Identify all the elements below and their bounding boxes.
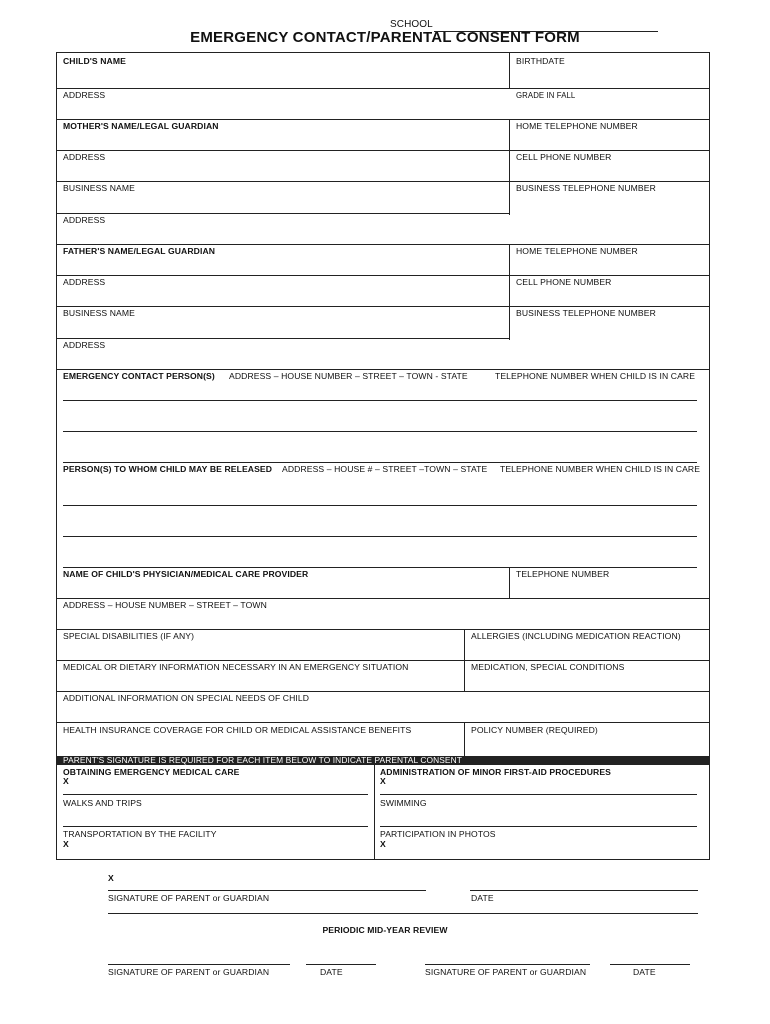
swimming-signature[interactable] [380, 810, 690, 824]
release-person-line [63, 536, 697, 537]
signature-line [425, 964, 590, 965]
signature-line [63, 794, 368, 795]
mother-business-address-input[interactable] [63, 228, 693, 242]
mother-address-input[interactable] [63, 165, 503, 179]
review-parent-signature-label-1: SIGNATURE OF PARENT or GUARDIAN [108, 967, 270, 977]
father-business-phone-input[interactable] [516, 321, 702, 335]
emergency-contact-line [63, 400, 697, 401]
divider [57, 691, 710, 692]
review-date-label-2: DATE [633, 967, 656, 977]
childs-name-input[interactable] [63, 70, 503, 86]
divider [57, 275, 710, 276]
disabilities-input[interactable] [63, 644, 459, 658]
release-phone-label: TELEPHONE NUMBER WHEN CHILD IS IN CARE [500, 464, 701, 474]
father-business-phone-label: BUSINESS TELEPHONE NUMBER [516, 308, 656, 318]
date-line [470, 890, 698, 891]
fathers-name-label: FATHER'S NAME/LEGAL GUARDIAN [63, 246, 216, 256]
father-business-name-label: BUSINESS NAME [63, 308, 135, 318]
father-home-phone-input[interactable] [516, 259, 702, 273]
father-home-phone-label: HOME TELEPHONE NUMBER [516, 246, 638, 256]
divider [57, 244, 710, 245]
review-parent-signature-label-2: SIGNATURE OF PARENT or GUARDIAN [425, 967, 587, 977]
divider [57, 598, 710, 599]
release-address-label: ADDRESS – HOUSE # – STREET –TOWN – STATE [282, 464, 488, 474]
signature-line [380, 794, 697, 795]
physician-phone-input[interactable] [516, 582, 702, 596]
mother-cell-phone-input[interactable] [516, 165, 702, 179]
policy-number-input[interactable] [471, 738, 702, 752]
divider [509, 119, 510, 215]
emergency-contact-line [63, 462, 697, 463]
allergies-input[interactable] [471, 644, 702, 658]
signature-line [108, 964, 290, 965]
first-aid-signature[interactable] [389, 776, 689, 790]
divider [57, 88, 710, 89]
child-address-label: ADDRESS [63, 90, 106, 100]
divider [57, 181, 710, 182]
fathers-name-input[interactable] [63, 259, 503, 273]
transportation-x: X [63, 839, 69, 849]
father-business-address-label: ADDRESS [63, 340, 106, 350]
release-persons-label: PERSON(S) TO WHOM CHILD MAY BE RELEASED [63, 464, 273, 474]
divider [374, 765, 375, 860]
divider [509, 53, 510, 89]
review-parent-signature-input-1[interactable] [108, 950, 288, 963]
transportation-label: TRANSPORTATION BY THE FACILITY [63, 829, 217, 839]
review-title: PERIODIC MID-YEAR REVIEW [322, 925, 448, 935]
emergency-contact-input-2[interactable] [63, 415, 693, 429]
mother-business-name-label: BUSINESS NAME [63, 183, 135, 193]
dietary-info-input[interactable] [63, 675, 459, 689]
grade-in-fall-label: GRADE IN FALL [516, 91, 576, 100]
divider [57, 119, 710, 120]
emergency-phone-label: TELEPHONE NUMBER WHEN CHILD IS IN CARE [495, 371, 696, 381]
emergency-contact-label: EMERGENCY CONTACT PERSON(S) [63, 371, 215, 381]
mothers-name-label: MOTHER'S NAME/LEGAL GUARDIAN [63, 121, 219, 131]
allergies-label: ALLERGIES (INCLUDING MEDICATION REACTION) [471, 631, 681, 641]
walks-trips-signature[interactable] [63, 810, 363, 824]
emergency-address-label: ADDRESS – HOUSE NUMBER – STREET – TOWN - STATE [229, 371, 468, 381]
physician-input[interactable] [63, 582, 503, 596]
physician-label: NAME OF CHILD'S PHYSICIAN/MEDICAL CARE PROVIDER [63, 569, 309, 579]
signature-line [63, 826, 368, 827]
policy-number-label: POLICY NUMBER (REQUIRED) [471, 725, 598, 735]
release-person-line [63, 505, 697, 506]
divider [57, 150, 710, 151]
walks-trips-label: WALKS AND TRIPS [63, 798, 142, 808]
signature-date-label: DATE [471, 893, 494, 903]
father-cell-phone-label: CELL PHONE NUMBER [516, 277, 612, 287]
signature-date-input[interactable] [471, 876, 691, 889]
divider [57, 369, 710, 370]
child-address-input[interactable] [63, 103, 503, 117]
parent-signature-input[interactable] [118, 876, 418, 889]
medication-label: MEDICATION, SPECIAL CONDITIONS [471, 662, 625, 672]
release-person-input-2[interactable] [63, 520, 693, 534]
signature-line [108, 890, 426, 891]
school-label: SCHOOL [390, 19, 433, 30]
medical-care-label: OBTAINING EMERGENCY MEDICAL CARE [63, 767, 240, 777]
divider [108, 913, 698, 914]
release-person-input-1[interactable] [63, 488, 693, 502]
first-aid-label: ADMINISTRATION OF MINOR FIRST-AID PROCEDURES [380, 767, 612, 777]
divider [57, 722, 710, 723]
transportation-signature[interactable] [72, 839, 362, 853]
divider [57, 306, 710, 307]
mother-cell-phone-label: CELL PHONE NUMBER [516, 152, 612, 162]
medical-care-signature[interactable] [72, 776, 362, 790]
photos-label: PARTICIPATION IN PHOTOS [380, 829, 496, 839]
consent-bar-text: PARENT'S SIGNATURE IS REQUIRED FOR EACH ITEM BELOW TO INDICATE PARENTAL CONSENT [63, 755, 462, 765]
disabilities-label: SPECIAL DISABILITIES (IF ANY) [63, 631, 195, 641]
mother-home-phone-label: HOME TELEPHONE NUMBER [516, 121, 638, 131]
grade-in-fall-input[interactable] [516, 103, 702, 117]
father-cell-phone-input[interactable] [516, 290, 702, 304]
mother-business-phone-label: BUSINESS TELEPHONE NUMBER [516, 183, 656, 193]
mother-business-phone-input[interactable] [516, 196, 702, 210]
divider [57, 660, 710, 661]
birthdate-label: BIRTHDATE [516, 56, 565, 66]
insurance-label: HEALTH INSURANCE COVERAGE FOR CHILD OR MEDICAL ASSISTANCE BENEFITS [63, 725, 412, 735]
father-business-address-input[interactable] [63, 353, 693, 367]
date-line [610, 964, 690, 965]
divider [57, 213, 510, 214]
medication-input[interactable] [471, 675, 702, 689]
physician-phone-label: TELEPHONE NUMBER [516, 569, 610, 579]
review-parent-signature-input-2[interactable] [426, 950, 588, 963]
mother-home-phone-input[interactable] [516, 134, 702, 148]
father-address-input[interactable] [63, 290, 503, 304]
release-person-input-3[interactable] [63, 551, 693, 565]
review-date-label-1: DATE [320, 967, 343, 977]
release-person-line [63, 567, 697, 568]
photos-x: X [380, 839, 386, 849]
date-line [306, 964, 376, 965]
page-title: EMERGENCY CONTACT/PARENTAL CONSENT FORM [190, 29, 580, 46]
insurance-input[interactable] [63, 738, 459, 752]
mother-business-name-input[interactable] [63, 196, 503, 210]
emergency-contact-line [63, 431, 697, 432]
birthdate-input[interactable] [516, 70, 702, 86]
divider [57, 629, 710, 630]
divider [509, 567, 510, 598]
additional-info-label: ADDITIONAL INFORMATION ON SPECIAL NEEDS OF CHILD [63, 693, 310, 703]
first-aid-x: X [380, 776, 386, 786]
parent-signature-x: X [108, 873, 114, 883]
emergency-contact-input-1[interactable] [63, 384, 693, 398]
signature-line [380, 826, 697, 827]
dietary-info-label: MEDICAL OR DIETARY INFORMATION NECESSARY IN AN EMERGENCY SITUATION [63, 662, 409, 672]
additional-info-input[interactable] [63, 706, 693, 720]
mother-business-address-label: ADDRESS [63, 215, 106, 225]
father-address-label: ADDRESS [63, 277, 106, 287]
photos-signature[interactable] [389, 839, 689, 853]
mothers-name-input[interactable] [63, 134, 503, 148]
medical-care-x: X [63, 776, 69, 786]
divider [57, 338, 510, 339]
father-business-name-input[interactable] [63, 321, 503, 335]
physician-address-label: ADDRESS – HOUSE NUMBER – STREET – TOWN [63, 600, 267, 610]
review-date-input-2[interactable] [611, 950, 689, 963]
childs-name-label: CHILD'S NAME [63, 56, 126, 66]
physician-address-input[interactable] [63, 613, 693, 627]
swimming-label: SWIMMING [380, 798, 427, 808]
mother-address-label: ADDRESS [63, 152, 106, 162]
divider [464, 722, 465, 756]
review-date-input-1[interactable] [307, 950, 375, 963]
divider [509, 244, 510, 340]
parent-signature-label: SIGNATURE OF PARENT or GUARDIAN [108, 893, 270, 903]
emergency-contact-input-3[interactable] [63, 446, 693, 460]
